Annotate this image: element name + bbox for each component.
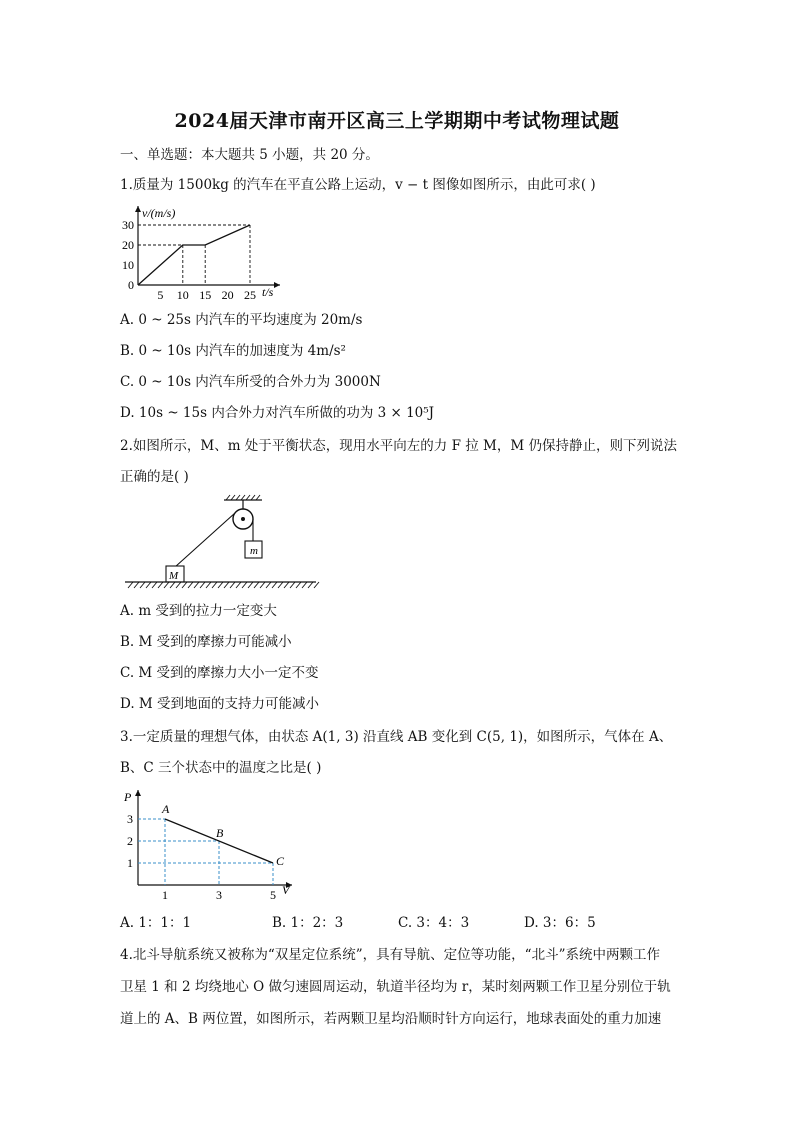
- q3-xtick-1: 1: [162, 888, 168, 902]
- q3-stem-line1: 3.一定质量的理想气体，由状态 A(1, 3) 沿直线 AB 变化到 C(5, 1)，如图所示，气体在 A、: [120, 729, 673, 745]
- q2-option-b: B. M 受到的摩擦力可能减小: [120, 634, 292, 650]
- q3-ytick-3: 3: [127, 812, 133, 826]
- block-M-label: M: [169, 570, 179, 582]
- q1-xtick-20: 20: [221, 288, 234, 302]
- q3-point-label-B: B: [216, 826, 224, 840]
- q1-xtick-10: 10: [176, 288, 189, 302]
- q1-option-c: C. 0 ~ 10s 内汽车所受的合外力为 3000N: [120, 374, 381, 390]
- q1-xtick-5: 5: [157, 288, 164, 302]
- q3-xtick-3: 3: [216, 888, 222, 902]
- q3-option-d: D. 3：6：5: [524, 915, 596, 931]
- q1-y-arrow: [135, 206, 141, 212]
- q2-option-a: A. m 受到的拉力一定变大: [120, 603, 277, 619]
- q1-ytick-10: 10: [122, 258, 134, 272]
- q3-ytick-1: 1: [127, 856, 133, 870]
- q4-line2: 卫星 1 和 2 均绕地心 O 做匀速圆周运动，轨道半径均为 r，某时刻两颗工作卫星分别位于轨: [120, 979, 671, 995]
- q1-ylabel: v/(m/s): [142, 206, 176, 220]
- q4-line3: 道上的 A、B 两位置，如图所示，若两颗卫星均沿顺时针方向运行，地球表面处的重力加速: [120, 1011, 662, 1027]
- q3-stem-line2: B、C 三个状态中的温度之比是( ): [120, 760, 322, 776]
- q1-xlabel: t/s: [262, 285, 274, 299]
- q3-ytick-2: 2: [127, 834, 133, 848]
- q1-option-b: B. 0 ~ 10s 内汽车的加速度为 4m/s²: [120, 343, 346, 359]
- q3-point-label-C: C: [276, 854, 285, 868]
- q2-pulley-figure: [120, 492, 320, 594]
- q2-option-c: C. M 受到的摩擦力大小一定不变: [120, 665, 319, 681]
- q1-xtick-15: 15: [199, 288, 212, 302]
- q4-line1: 4.北斗导航系统又被称为“双星定位系统”，具有导航、定位等功能，“北斗”系统中两颗工作: [120, 947, 660, 963]
- q1-ytick-0: 0: [128, 278, 134, 292]
- q3-xlabel: V: [282, 883, 290, 897]
- q3-option-b: B. 1：2：3: [272, 915, 344, 931]
- q3-ylabel: P: [124, 790, 132, 804]
- q3-option-c: C. 3：4：3: [398, 915, 470, 931]
- q3-xtick-5: 5: [270, 888, 276, 902]
- q1-stem: 1.质量为 1500kg 的汽车在平直公路上运动，v − t 图像如图所示，由此可求( ): [120, 177, 596, 193]
- q1-ytick-20: 20: [122, 238, 134, 252]
- q3-pv-chart: [116, 784, 302, 904]
- q1-option-a: A. 0 ~ 25s 内汽车的平均速度为 20m/s: [120, 312, 363, 328]
- section-header: 一、单选题：本大题共 5 小题，共 20 分。: [120, 147, 379, 163]
- q2-stem-line1: 2.如图所示，M、m 处于平衡状态，现用水平向左的力 F 拉 M，M 仍保持静止，则下列说法: [120, 438, 677, 454]
- block-m-label: m: [250, 545, 258, 557]
- page-title: 2024届天津市南开区高三上学期期中考试物理试题: [174, 110, 620, 132]
- q2-option-d: D. M 受到地面的支持力可能减小: [120, 696, 320, 712]
- q1-xtick-25: 25: [244, 288, 256, 302]
- q1-option-d: D. 10s ~ 15s 内合外力对汽车所做的功为 3 × 10⁵J: [120, 405, 435, 421]
- q1-ytick-30: 30: [122, 218, 134, 232]
- q1-series-line: [138, 225, 250, 285]
- q2-stem-line2: 正确的是( ): [120, 469, 189, 485]
- q3-point-label-A: A: [162, 802, 170, 816]
- q1-vt-chart: [112, 200, 292, 302]
- q1-x-arrow: [274, 282, 280, 288]
- q3-y-arrow: [135, 790, 141, 796]
- q3-option-a: A. 1：1：1: [120, 915, 192, 931]
